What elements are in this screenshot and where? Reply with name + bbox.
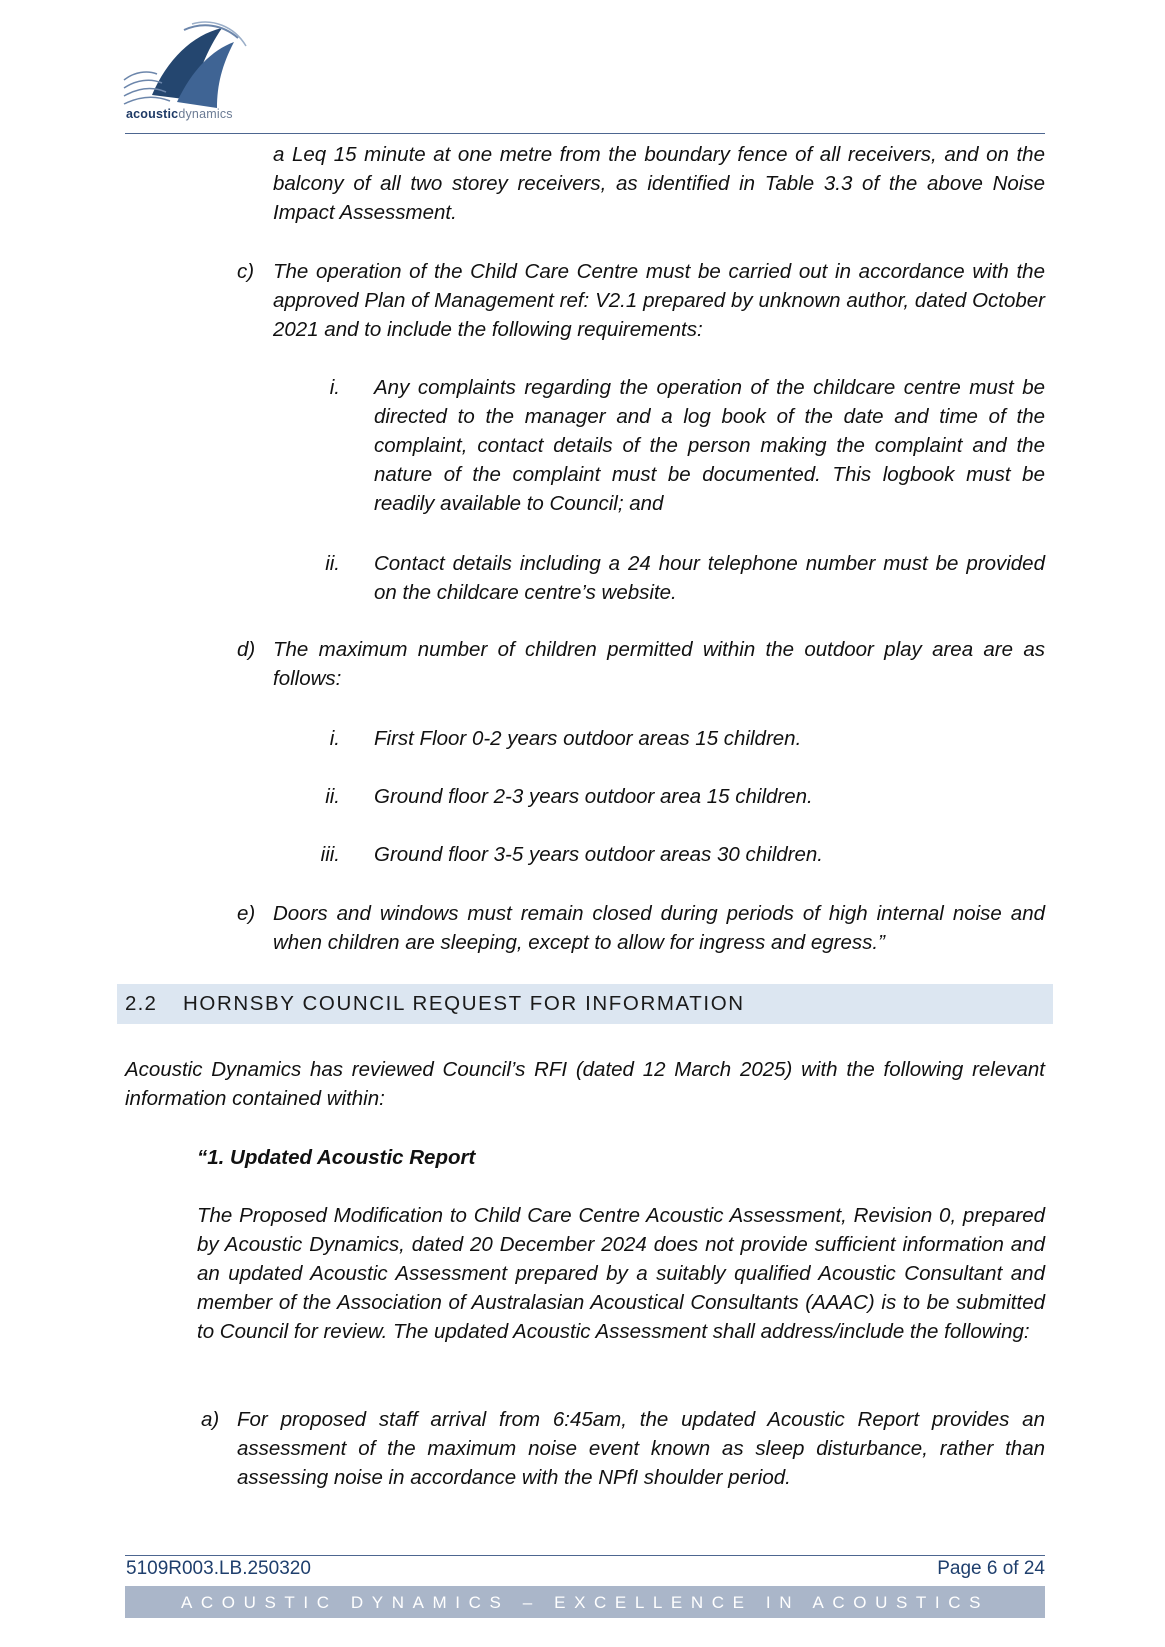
item-c-sub-2-text: Contact details including a 24 hour telephone number must be provided on the childcare centre’s website.: [374, 552, 1045, 604]
item-d-sub-1-marker: i.: [329, 727, 340, 750]
quote-item-a-marker: a): [201, 1408, 220, 1431]
footer-rule: [125, 1555, 1045, 1556]
item-d-marker: d): [237, 638, 256, 661]
section-number: 2.2: [125, 992, 158, 1015]
footer-bar: [125, 1586, 1045, 1618]
item-d-sub-3-marker: iii.: [320, 843, 340, 866]
logo-wordmark: acousticdynamics: [126, 107, 233, 121]
footer-tagline: ACOUSTIC DYNAMICS – EXCELLENCE IN ACOUSTICS: [180, 1593, 990, 1612]
header-rule: [125, 133, 1045, 134]
item-c-text: The operation of the Child Care Centre must be carried out in accordance with the approved Plan of Management ref: V2.1 prepared by unknown author, dated October 2021 and to include the following requirements:: [273, 260, 1045, 341]
item-d-text: The maximum number of children permitted within the outdoor play area are as follows:: [273, 638, 1045, 690]
item-d-sub-3-text: Ground floor 3-5 years outdoor areas 30 children.: [374, 843, 823, 866]
section-intro: Acoustic Dynamics has reviewed Council’s RFI (dated 12 March 2025) with the following relevant information contained within:: [125, 1058, 1045, 1110]
item-c-marker: c): [237, 260, 255, 283]
item-c-sub-1-marker: i.: [329, 376, 340, 399]
item-c-sub-1-text: Any complaints regarding the operation of the childcare centre must be directed to the manager and a log book of the date and time of the complaint, contact details of the person making the complaint and the nature of the complaint must be documented. This logbook must be readily available to Council; and: [374, 376, 1045, 515]
section-title: HORNSBY COUNCIL REQUEST FOR INFORMATION: [183, 992, 745, 1015]
item-b-continuation: a Leq 15 minute at one metre from the boundary fence of all receivers, and on the balcony of all two storey receivers, as identified in Table 3.3 of the above Noise Impact Assessment.: [273, 143, 1045, 224]
quote-heading: “1. Updated Acoustic Report: [197, 1146, 476, 1169]
item-e-marker: e): [237, 902, 256, 925]
item-d-sub-2-marker: ii.: [325, 785, 340, 808]
quote-item-a-text: For proposed staff arrival from 6:45am, the updated Acoustic Report provides an assessment of the maximum noise event known as sleep disturbance, rather than assessing noise in accordance with the NPfI shoulder period.: [237, 1408, 1045, 1489]
item-e-text: Doors and windows must remain closed during periods of high internal noise and when children are sleeping, except to allow for ingress and egress.”: [273, 902, 1045, 954]
section-heading-bar: [117, 984, 1053, 1024]
item-d-sub-2-text: Ground floor 2-3 years outdoor area 15 children.: [374, 785, 813, 808]
document-reference: 5109R003.LB.250320: [126, 1558, 311, 1579]
item-c-sub-2-marker: ii.: [325, 552, 340, 575]
item-d-sub-1-text: First Floor 0-2 years outdoor areas 15 children.: [374, 727, 802, 750]
page-number: Page 6 of 24: [937, 1558, 1045, 1579]
quote-paragraph: The Proposed Modification to Child Care Centre Acoustic Assessment, Revision 0, prepared by Acoustic Dynamics, dated 20 December 2024 does not provide sufficient information and an updated Acoustic Assessment prepared by a suitably qualified Acoustic Consultant and member of the Association of Australasian Acoustical Consultants (AAAC) is to be submitted to Council for review. The updated Acoustic Assessment shall address/include the following:: [197, 1204, 1045, 1343]
